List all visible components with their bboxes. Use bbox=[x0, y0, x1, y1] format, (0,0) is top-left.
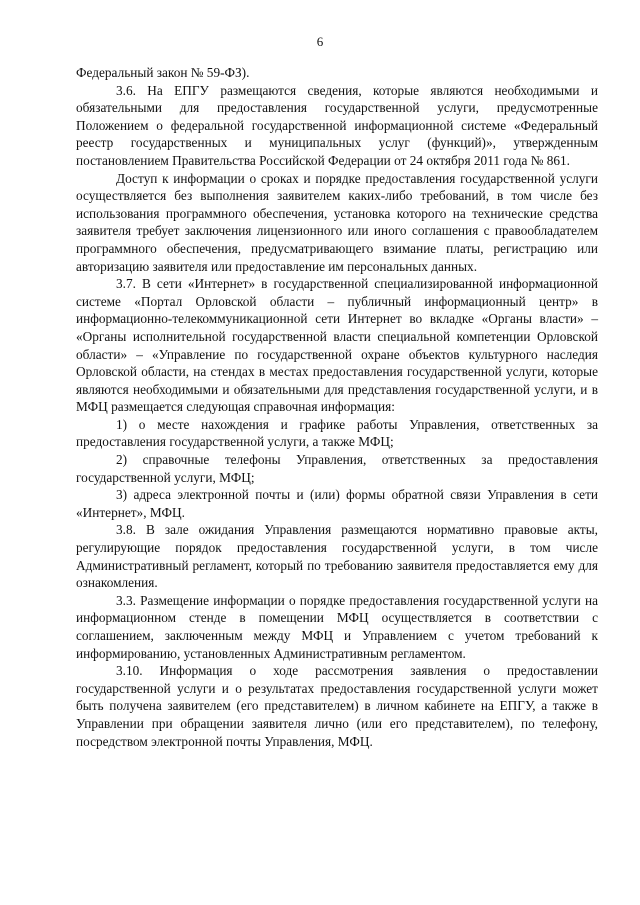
list-item-phones: 2) справочные телефоны Управления, ответственных за предоставления государственной услуги, МФЦ; bbox=[76, 452, 598, 485]
list-item-email: 3) адреса электронной почты и (или) формы обратной связи Управления в сети «Интернет», МФЦ. bbox=[76, 487, 598, 520]
paragraph-law-reference: Федеральный закон № 59-ФЗ). bbox=[76, 65, 250, 80]
paragraph-3-3: 3.3. Размещение информации о порядке предоставления государственной услуги на информационном стенде в помещении МФЦ осуществляется в соответствии с соглашением, заключенным между МФЦ и Управлением с учетом требований к информированию, установленных Административным регламентом. bbox=[76, 592, 598, 661]
page-number: 6 bbox=[316, 34, 324, 49]
paragraph-access-info: Доступ к информации о сроках и порядке предоставления государственной услуги осуществляется без выполнения заявителем каких-либо требований, в том числе без использования программного обеспечения, установка которого на технические средства заявителя требует заключения лицензионного или иного соглашения с правообладателем программного обеспечения, предусматривающего взимание платы, регистрацию или авторизацию заявителя или предоставление им персональных данных. bbox=[76, 170, 598, 274]
paragraph-3-7: 3.7. В сети «Интернет» в государственной специализированной информационной системе «Портал Орловской области – публичный информационный центр» в информационно-телекоммуникационной сети Интернет во вкладке «Органы власти» – «Органы исполнительной государственной власти специальной компетенции Орловской области» – «Управление по государственной охране объектов культурного наследия Орловской области, на стендах в местах предоставления государственной услуги, которые являются необходимыми и обязательными для представления государственной услуги, и в МФЦ размещается следующая справочная информация: bbox=[76, 276, 598, 415]
document-body bbox=[76, 64, 598, 750]
list-item-location: 1) о месте нахождения и графике работы Управления, ответственных за предоставления государственной услуги, а также МФЦ; bbox=[76, 416, 598, 450]
paragraph-3-6: 3.6. На ЕПГУ размещаются сведения, которые являются необходимыми и обязательными для предоставления государственной услуги, предусмотренные Положением о федеральной государственной информационной системе «Федеральный реестр государственных и муниципальных услуг (функций)», утвержденным постановлением Правительства Российской Федерации от 24 октября 2011 года № 861. bbox=[76, 82, 598, 168]
paragraph-3-10: 3.10. Информация о ходе рассмотрения заявления о предоставлении государственной услуги и о результатах предоставления государственной услуги может быть получена заявителем (его представителем) в личном кабинете на ЕПГУ, а также в Управлении при обращении заявителя лично (или его представителем), по телефону, посредством электронной почты Управления, МФЦ. bbox=[76, 663, 598, 749]
paragraph-3-8: 3.8. В зале ожидания Управления размещаются нормативно правовые акты, регулирующие порядок предоставления государственной услуги, в том числе Административный регламент, который по требованию заявителя предоставляется ему для ознакомления. bbox=[76, 522, 598, 591]
